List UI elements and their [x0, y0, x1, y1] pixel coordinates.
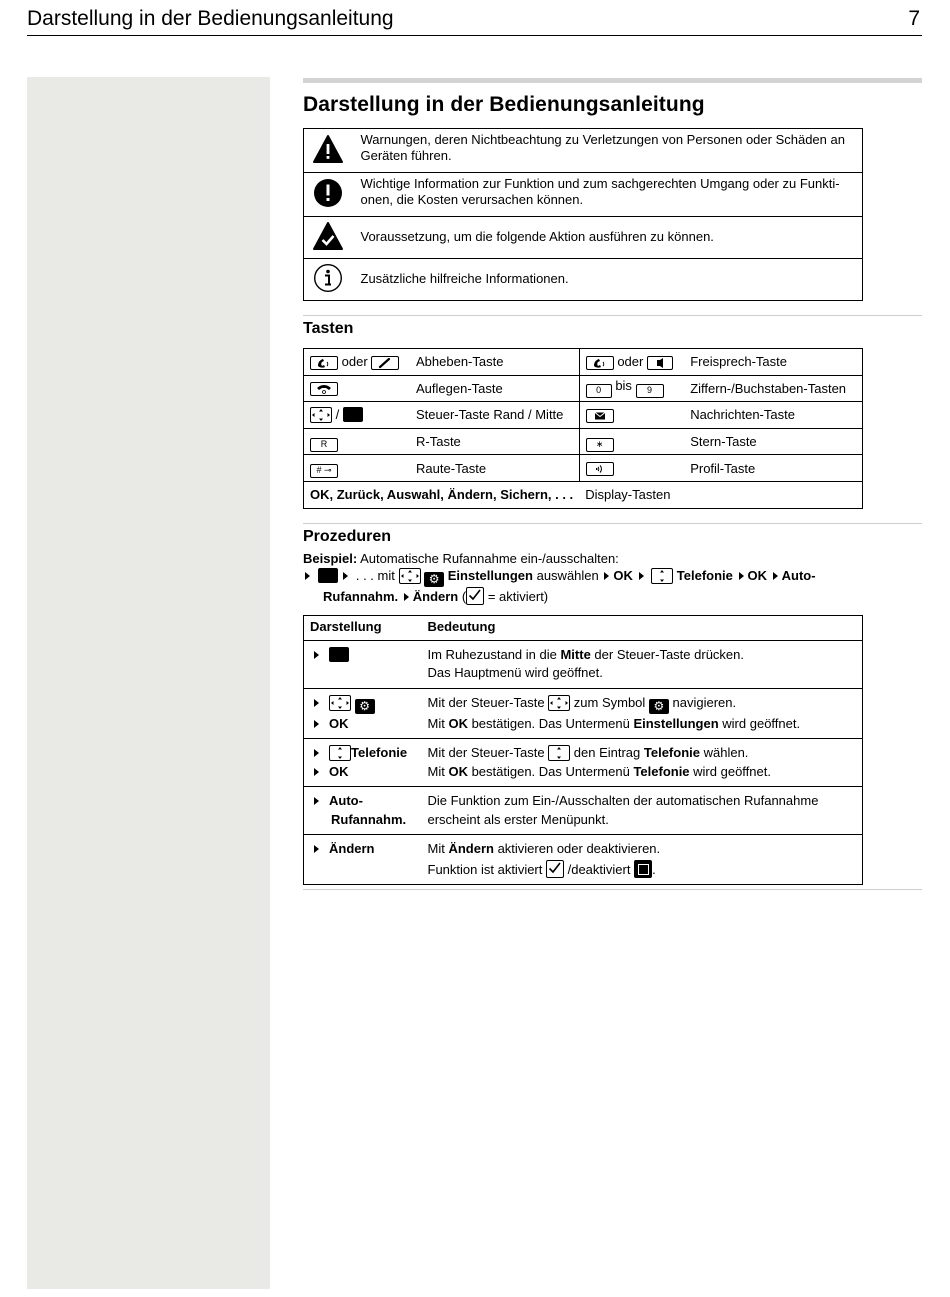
hash-key-icon: # ⊸: [310, 464, 338, 478]
key-label: Freisprech-Taste: [690, 349, 862, 376]
legend-row: [304, 173, 863, 217]
legend-text: Warnungen, deren Nichtbeachtung zu Verletzungen von Personen oder Schäden an Geräten führen.: [360, 132, 845, 163]
nav-updown-key-icon: [651, 568, 673, 584]
step-arrow-icon: [314, 797, 319, 805]
message-key-icon: [586, 409, 614, 423]
warning-triangle-icon: [304, 129, 352, 173]
keys-row: / Steuer-Taste Rand / Mitte Nachrichten-Taste: [304, 402, 863, 429]
key-label: Nachrichten-Taste: [690, 402, 862, 429]
keys-row: Auflegen-Taste 0 bis 9 Ziffern-/Buchstaben-Tasten: [304, 375, 863, 402]
center-key-icon: [343, 407, 363, 422]
desc-row: Rufannahm. erscheint als erster Menüpunkt.: [304, 811, 863, 835]
nav-key-icon: [548, 695, 570, 711]
step-arrow-icon: [739, 572, 744, 580]
desc-row: Auto- Die Funktion zum Ein-/Ausschalten der automatischen Rufannahme: [304, 787, 863, 811]
key-label: Auflegen-Taste: [416, 375, 579, 402]
settings-gear-icon: ⚙: [355, 699, 375, 714]
nav-updown-key-icon: [548, 745, 570, 761]
checkbox-checked-icon: [466, 587, 484, 605]
star-key-icon: ∗: [586, 438, 614, 452]
key-label: Raute-Taste: [416, 455, 579, 482]
key-label: Profil-Taste: [690, 455, 862, 482]
procedures-heading: Prozeduren: [303, 527, 392, 545]
bottom-rule: [303, 889, 922, 890]
page-number: 7: [908, 7, 920, 30]
desc-row: ⚙ Mit der Steuer-Taste zum Symbol ⚙ navigieren.: [304, 688, 863, 715]
settings-gear-icon: ⚙: [649, 699, 669, 714]
step-arrow-icon: [314, 768, 319, 776]
step-arrow-icon: [314, 651, 319, 659]
desc-row: Im Ruhezustand in die Mitte der Steuer-Taste drücken.: [304, 640, 863, 664]
display-keys-desc: Display-Tasten: [579, 481, 862, 508]
center-key-icon: [318, 568, 338, 583]
checkbox-unchecked-icon: [634, 860, 652, 878]
procedure-description-table: [303, 615, 863, 886]
keys-row: [304, 481, 863, 508]
key-label: Stern-Taste: [690, 428, 862, 455]
digit-9-key-icon: 9: [636, 384, 664, 398]
pickup-key-icon: [586, 356, 614, 370]
nav-key-icon: [329, 695, 351, 711]
procedure-steps-cont: Rufannahm. Ändern ( = aktiviert): [323, 588, 549, 604]
info-exclamation-icon: [304, 173, 352, 217]
step-arrow-icon: [314, 699, 319, 707]
keys-row: oder Abheben-Taste oder Freisprech-Taste: [304, 349, 863, 376]
key-label: Ziffern-/Buchstaben-Tasten: [690, 375, 862, 402]
keys-table: [303, 348, 863, 509]
desc-row: Das Hauptmenü wird geöffnet.: [304, 664, 863, 688]
keys-row: [304, 428, 863, 455]
handset-key-icon: [371, 356, 399, 370]
step-arrow-icon: [305, 572, 310, 580]
nav-key-icon: [399, 568, 421, 584]
section-rule: [303, 78, 922, 83]
keys-heading: Tasten: [303, 320, 354, 337]
col-header-bedeutung: Bedeutung: [422, 615, 863, 640]
step-arrow-icon: [314, 720, 319, 728]
main-content: [303, 78, 922, 885]
key-label: Steuer-Taste Rand / Mitte: [416, 402, 579, 429]
step-arrow-icon: [404, 593, 409, 601]
info-i-icon: [304, 259, 352, 301]
sidebar-panel: [27, 77, 270, 1289]
step-arrow-icon: [604, 572, 609, 580]
desc-row: Funktion ist aktiviert /deaktiviert .: [427, 861, 656, 877]
keys-row: [304, 455, 863, 482]
symbol-legend-table: [303, 128, 863, 301]
legend-row: [304, 217, 863, 259]
pickup-key-icon: [310, 356, 338, 370]
nav-updown-key-icon: [329, 745, 351, 761]
center-key-icon: [329, 647, 349, 662]
display-keys-label: OK, Zurück, Auswahl, Ändern, Sichern, . . .: [304, 481, 580, 508]
legend-text: Zusätzliche hilfreiche Informationen.: [352, 259, 863, 301]
legend-text: Voraussetzung, um die folgende Aktion ausführen zu können.: [352, 217, 863, 259]
speaker-key-icon: [647, 356, 673, 370]
col-header-darstellung: Darstellung: [304, 615, 422, 640]
step-arrow-icon: [773, 572, 778, 580]
procedure-steps: . . . mit ⚙ Einstellungen auswählen OK Telefonie OK Auto-: [303, 567, 922, 587]
desc-row: Ändern Mit Ändern aktivieren oder deaktivieren.: [304, 835, 863, 859]
legend-row: [304, 129, 863, 173]
nav-key-icon: [310, 407, 332, 423]
key-label: R-Taste: [416, 428, 579, 455]
desc-row: Telefonie Mit der Steuer-Taste den Eintrag Telefonie wählen.: [304, 739, 863, 763]
hangup-key-icon: [310, 382, 338, 396]
page-header: [27, 6, 922, 36]
procedure-example: [303, 550, 922, 605]
step-arrow-icon: [314, 845, 319, 853]
example-line: Beispiel: Automatische Rufannahme ein-/ausschalten:: [303, 550, 619, 566]
divider: [303, 523, 922, 524]
step-arrow-icon: [343, 572, 348, 580]
desc-row: OK Mit OK bestätigen. Das Untermenü Einstellungen wird geöffnet.: [304, 715, 863, 739]
settings-gear-icon: ⚙: [424, 572, 444, 587]
check-triangle-icon: [304, 217, 352, 259]
key-label: Abheben-Taste: [416, 349, 579, 376]
desc-row: OK Mit OK bestätigen. Das Untermenü Telefonie wird geöffnet.: [304, 763, 863, 787]
step-arrow-icon: [639, 572, 644, 580]
r-key-icon: R: [310, 438, 338, 452]
desc-header-row: [304, 615, 863, 640]
step-arrow-icon: [314, 749, 319, 757]
section-title: Darstellung in der Bedienungsanleitung: [303, 93, 705, 116]
profile-key-icon: [586, 462, 614, 476]
checkbox-checked-icon: [546, 860, 564, 878]
divider: [303, 315, 922, 316]
digit-0-key-icon: 0: [586, 384, 612, 398]
legend-row: [304, 259, 863, 301]
legend-text: Wichtige Information zur Funktion und zum sachgerechten Umgang oder zu Funkti-onen, die Kosten verursachen können.: [352, 173, 863, 217]
running-header-title: Darstellung in der Bedienungsanleitung: [27, 7, 394, 30]
